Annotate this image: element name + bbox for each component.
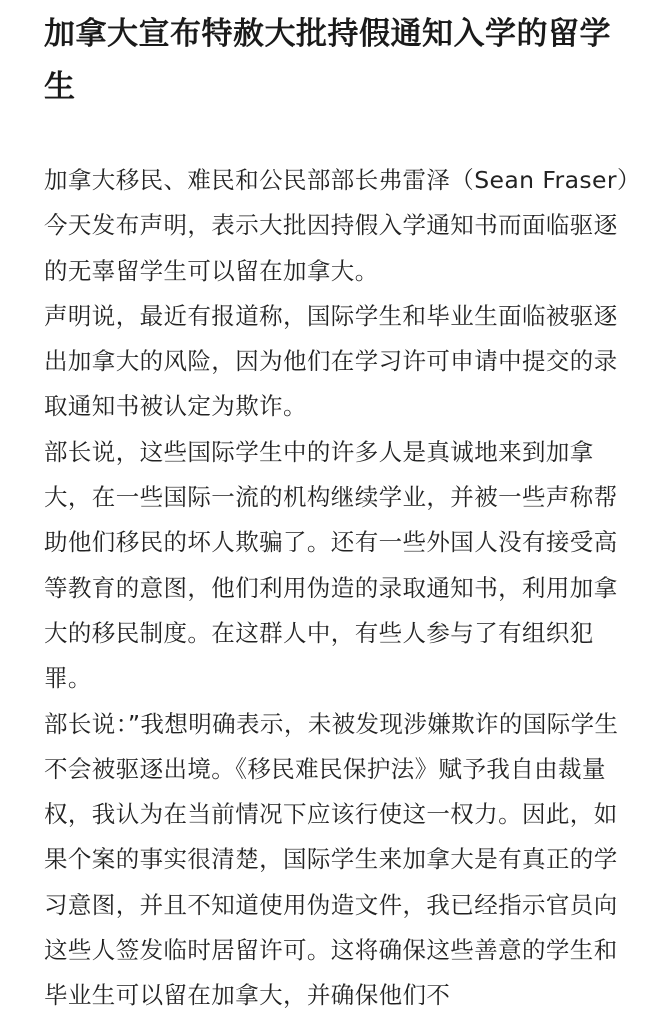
paragraph-3: 部长说，这些国际学生中的许多人是真诚地来到加拿大，在一些国际一流的机构继续学业，并被一些声称帮助他们移民的坏人欺骗了。还有一些外国人没有接受高等教育的意图，他们利用伪造的录取通知书，利用加拿大的移民制度。在这群人中，有些人参与了有组织犯罪。 — [44, 437, 618, 693]
paragraph-1: 加拿大移民、难民和公民部部长弗雷泽（Sean Fraser）今天发布声明，表示大批因持假入学通知书而面临驱逐的无辜留学生可以留在加拿大。 — [44, 166, 630, 285]
article-title: 加拿大宣布特赦大批持假通知入学的留学生 — [44, 16, 611, 105]
paragraph-4: 部长说：”我想明确表示，未被发现涉嫌欺诈的国际学生不会被驱逐出境。《移民难民保护法》赋予我自由裁量权，我认为在当前情况下应该行使这一权力。因此，如果个案的事实很清楚，国际学生来加拿大是有真正的学习意图，并且不知道使用伪造文件，我已经指示官员向这些人签发临时居留许可。这将确保这些善意的学生和毕业生可以留在加拿大，并确保他们不 — [44, 709, 619, 1010]
paragraph-2: 声明说，最近有报道称，国际学生和毕业生面临被驱逐出加拿大的风险，因为他们在学习许可申请中提交的录取通知书被认定为欺诈。 — [44, 301, 618, 421]
article-body — [44, 158, 638, 1019]
